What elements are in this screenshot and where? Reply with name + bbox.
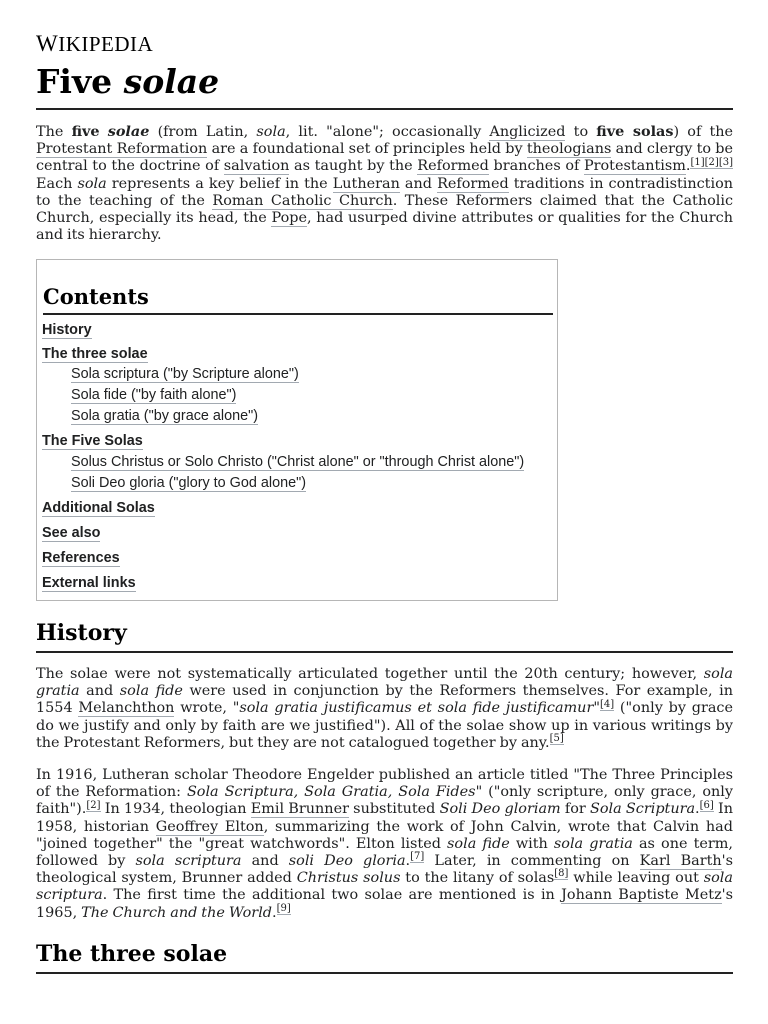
toc-item-see-also[interactable]: See also [42,525,101,541]
link-johann-baptiste-metz[interactable]: Johann Baptiste Metz [561,887,722,904]
intro-paragraph: The five solae (from Latin, sola, lit. "alone"; occasionally Anglicized to five solas) of the Protestant Reformation are a foundational set of principles held by theologians and clergy to be central to the doctrine of salvation as taught by the Reformed branches of Protestantism.[1][2][3] Each sola represents a key belief in the Lutheran and Reformed traditions in contradistinction to the teaching of the Roman Catholic Church. These Reformers claimed that the Catholic Church, especially its head, the Pope, had usurped divine attributes or qualities for the Church and its hierarchy. [36,123,734,244]
link-reformed[interactable]: Reformed [417,158,489,175]
link-roman-catholic-church[interactable]: Roman Catholic Church [212,192,393,209]
link-karl-barth[interactable]: Karl Barth [639,853,722,870]
link-salvation[interactable]: salvation [223,158,290,175]
toc-title: Contents [43,282,553,315]
link-lutheran[interactable]: Lutheran [332,175,400,192]
toc-item-history[interactable]: History [42,322,92,338]
citation-5[interactable]: [5] [549,733,564,745]
table-of-contents [36,259,558,601]
toc-item-sola-fide[interactable]: Sola fide ("by faith alone") [71,387,237,403]
toc-item-five-solas[interactable]: The Five Solas [42,433,143,449]
link-melanchthon[interactable]: Melanchthon [78,700,175,717]
toc-item-additional-solas[interactable]: Additional Solas [42,500,155,516]
section-heading-history: History [36,618,733,653]
link-emil-brunner[interactable]: Emil Brunner [250,801,349,818]
citation-9[interactable]: [9] [276,902,291,914]
wikipedia-logo[interactable]: WIKIPEDIA [36,31,154,56]
toc-item-three-solae[interactable]: The three solae [42,346,148,362]
citation-2[interactable]: [2] [86,799,101,811]
section-heading-three-solae: The three solae [36,939,733,974]
link-reformed-2[interactable]: Reformed [437,175,509,192]
page-title: Five solae [36,60,733,110]
citation-1-2-3[interactable]: [1][2][3] [690,156,733,168]
toc-item-solus-christus[interactable]: Solus Christus or Solo Christo ("Christ alone" or "through Christ alone") [71,454,525,470]
link-geoffrey-elton[interactable]: Geoffrey Elton [155,818,264,835]
citation-4[interactable]: [4] [599,698,615,710]
link-anglicized[interactable]: Anglicized [489,124,566,140]
toc-item-external-links[interactable]: External links [42,575,136,591]
link-protestantism[interactable]: Protestantism [583,158,686,175]
link-theologians[interactable]: theologians [526,141,612,158]
history-paragraph-2: In 1916, Lutheran scholar Theodore Engelder published an article titled "The Three Principles of the Reformation: Sola Scriptura, Sola Gratia, Sola Fides" ("only scripture, only grace, only faith").[2] In 1934, theologian Emil Brunner substituted Soli Deo gloriam for Sola Scriptura.[6] In 1958, historian Geoffrey Elton, summarizing the work of John Calvin, wrote that Calvin had "joined together" the "great watchwords". Elton listed sola fide with sola gratia as one term, followed by sola scriptura and soli Deo gloria.[7] Later, in commenting on Karl Barth's theological system, Brunner added Christus solus to the litany of solas[8] while leaving out sola scriptura. The first time the additional two solae are mentioned is in Johann Baptiste Metz's 1965, The Church and the World.[9] [36,767,733,921]
citation-6[interactable]: [6] [699,799,714,811]
citation-8[interactable]: [8] [554,868,569,880]
history-paragraph-1: The solae were not systematically articulated together until the 20th century; however, sola gratia and sola fide were used in conjunction by the Reformers themselves. For example, in 1554 Melanchthon wrote, "sola gratia justificamus et sola fide justificamur"[4] ("only by grace do we justify and only by faith are we justified"). All of the solae show up in various writings by the Protestant Reformers, but they are not catalogued together by any.[5] [36,666,733,751]
link-protestant-reformation[interactable]: Protestant Reformation [36,141,208,158]
citation-7[interactable]: [7] [410,851,425,863]
toc-item-sola-gratia[interactable]: Sola gratia ("by grace alone") [71,408,259,424]
toc-item-sola-scriptura[interactable]: Sola scriptura ("by Scripture alone") [71,366,299,382]
toc-item-soli-deo-gloria[interactable]: Soli Deo gloria ("glory to God alone") [71,475,306,491]
link-pope[interactable]: Pope [271,210,307,227]
toc-item-references[interactable]: References [42,550,120,566]
